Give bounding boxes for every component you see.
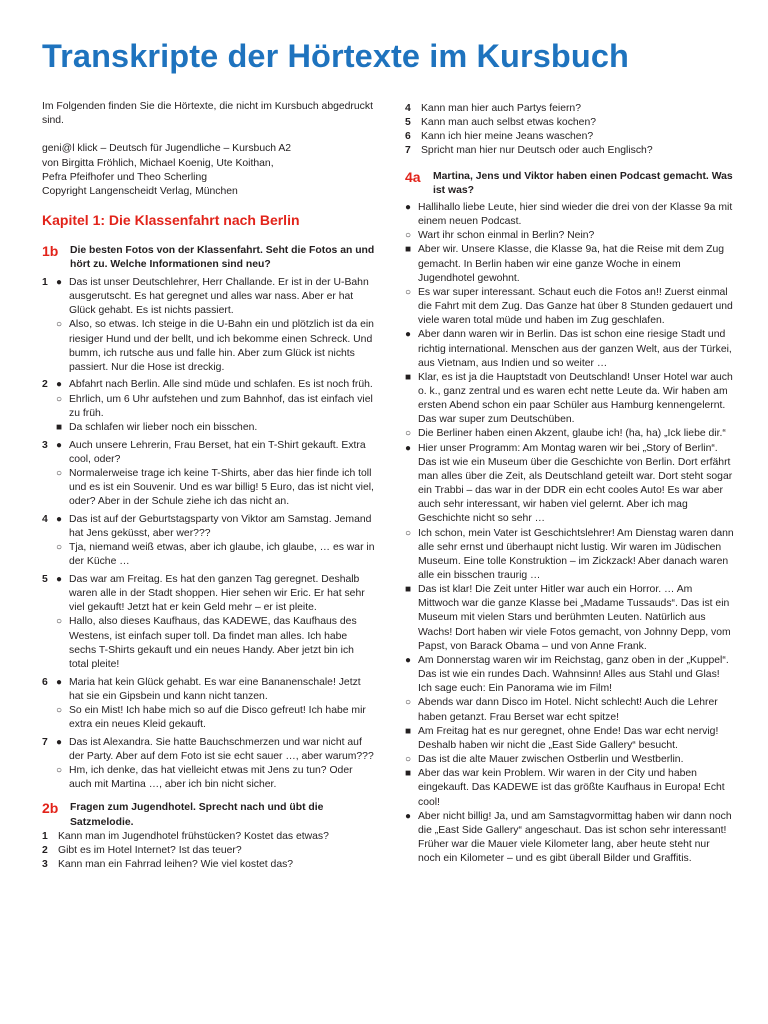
task-instruction: Die besten Fotos von der Klassenfahrt. Seht die Fotos an und hört zu. Welche Informationen sind neu? [70,245,375,271]
filled-circle-icon [405,328,418,370]
open-circle-icon [405,427,418,441]
dialogue-item [42,573,376,672]
dialogue-body [56,513,376,570]
chapter-title: Kapitel 1: Die Klassenfahrt nach Berlin [42,212,300,229]
book-line: geni@l klick – Deutsch für Jugendliche – Kursbuch A2 [42,143,292,155]
dialogue-text: So ein Mist! Ich habe mich so auf die Disco gefreut! Ich habe mir extra ein neues Kleid gekauft. [69,704,366,731]
filled-circle-icon [405,442,418,527]
dialogue-line [56,764,376,792]
dialogue-text: Normalerweise trage ich keine T-Shirts, aber das hier finde ich toll und es ist ein Souvenir. Und es war billig! 5 Euro, das ist nicht viel, oder? Aber in der Schule ziehe ich das nicht an. [69,467,374,508]
task-4a-heading [405,169,735,198]
dialogue-line [405,229,735,243]
dialogue-number: 1 [42,276,48,288]
dialogue-line [405,654,735,696]
dialogue-line [56,439,376,467]
copyright-line: Copyright Langenscheidt Verlag, München [42,185,238,197]
dialogue-line [405,725,735,753]
dialogue-text: Hm, ich denke, das hat vielleicht etwas mit Jens zu tun? Oder auch mit Martina …, aber ich bin nicht sicher. [69,765,353,791]
dialogue-text: Es war super interessant. Schaut euch die Fotos an!! Zuerst einmal die Fahrt mit dem Zug. Das Ganze hat über 8 Stunden gedauert und viele waren total müde und haben im Zug geschlafen. [418,286,733,327]
dialogue-line [56,467,376,509]
dialogue-item [42,378,376,435]
dialogue-number: 5 [42,574,48,586]
dialogue-text: Das ist die alte Mauer zwischen Ostberlin und Westberlin. [418,754,684,766]
dialogue-line [56,704,376,732]
square-icon [405,371,418,428]
dialogue-line [56,676,376,704]
right-column [405,102,735,866]
left-column [42,100,376,872]
dialogue-text: Maria hat kein Glück gehabt. Es war eine Bananenschale! Jetzt hat sie ein Gipsbein und kann nicht tanzen. [69,676,361,702]
question-number: 7 [405,145,411,157]
question-item [405,144,735,158]
dialogue-text: Das ist Alexandra. Sie hatte Bauchschmerzen und war nicht auf der Party. Aber auf dem Foto ist sie echt sauer …, aber warum??? [69,736,374,762]
filled-circle-icon [405,654,418,696]
dialogue-item [42,276,376,375]
filled-circle-icon [56,439,69,467]
dialogue-text: Das ist auf der Geburtstagsparty von Viktor am Samstag. Jemand hat Jens geküsst, aber wer??? [69,513,372,540]
task-number: 1b [42,243,59,260]
question-number: 4 [405,103,411,114]
task-2b-heading [42,800,376,829]
dialogue-text: Das war am Freitag. Es hat den ganzen Tag geregnet. Deshalb waren alle in der Stadt shoppen. Hier sehen wir Eric. Er hat sehr viel gekauft! Jetzt hat er kein Geld mehr – er ist pleite. [69,574,365,614]
open-circle-icon [56,467,69,509]
question-number: 5 [405,117,411,129]
authors-line-1: von Birgitta Fröhlich, Michael Koenig, Ute Koithan, [42,157,274,169]
dialogue-text: Auch unsere Lehrerin, Frau Berset, hat ein T-Shirt gekauft. Extra cool, oder? [69,439,366,465]
dialogue-text: Hallihallo liebe Leute, hier sind wieder die drei von der Klasse 9a mit einem neuen Podcast. [418,201,733,228]
dialogue-text: Aber nicht billig! Ja, und am Samstagvormittag haben wir dann noch die „East Side Gallery“ angeschaut. Das ist schon sehr interessant! Früher war die Mauer viele Kilometer lang, aber heute steht nur noch ein Kilometer – und es gibt überall Bilder und Graffitis. [418,810,732,865]
dialogue-line [405,328,735,370]
dialogue-line [56,615,376,672]
question-text: Kann ich hier meine Jeans waschen? [421,131,594,143]
authors-line-2: Pefra Pfeifhofer und Theo Scherling [42,171,208,183]
dialogue-line [405,286,735,328]
question-number: 1 [42,830,48,842]
square-icon [56,421,69,435]
question-item [405,116,735,130]
filled-circle-icon [56,676,69,704]
dialogue-line [56,318,376,375]
intro [42,100,376,199]
dialogue-text: Tja, niemand weiß etwas, aber ich glaube, ich glaube, … es war in der Küche … [69,542,375,568]
dialogues-1b [42,276,376,792]
dialogue-line [56,276,376,318]
dialogue-text: Da schlafen wir lieber noch ein bisschen. [69,421,258,433]
dialogue-number: 2 [42,379,48,391]
dialogue-line [405,427,735,441]
dialogue-text: Das ist klar! Die Zeit unter Hitler war auch ein Horror. … Am Mittwoch war die ganze Klasse bei „Madame Tussauds“. Das ist ein Museum mit vielen Stars und berühmten Leuten. Natürlich aus Wachs! Dort haben wir viele Fotos gemacht, von Johnny Depp, vom Papst, von Barack Obama – und von Anne Frank. [418,584,731,652]
dialogue-line [56,513,376,541]
question-item [42,858,376,872]
filled-circle-icon [405,201,418,229]
dialogue-body [56,276,376,375]
open-circle-icon [405,286,418,328]
dialogue-number: 4 [42,513,48,525]
dialogue-line [56,421,376,435]
filled-circle-icon [56,276,69,318]
question-item [405,102,735,116]
dialogue-text: Hallo, also dieses Kaufhaus, das KADEWE, das Kaufhaus des Westens, ist einfach super toll. Da findet man alles. Ich habe sechs T-Shirts gekauft und ein neues Handy. Aber jetzt bin ich total pleite! [69,616,357,670]
dialogue-text: Abends war dann Disco im Hotel. Nicht schlecht! Auch die Lehrer haben getanzt. Frau Berset war echt spitze! [418,697,718,723]
dialogue-number: 7 [42,736,48,748]
question-text: Spricht man hier nur Deutsch oder auch Englisch? [421,145,653,157]
dialogue-line [405,442,735,527]
question-text: Kann man hier auch Partys feiern? [421,103,581,114]
dialogue-text: Hier unser Programm: Am Montag waren wir bei „Story of Berlin“. Das ist wie ein Museum über die Geschichte von Berlin. Dort erfährt man alles über die Zeit, als Deutschland geteilt war. Dort steht sogar ein Trabbi – das war in der DDR ein echt cooles Auto! Es war aber auch sehr interessant, wir haben viel gelernt. Aber ich mag Geschichte nicht so sehr … [418,442,733,525]
dialogue-line [405,767,735,809]
dialogue-text: Aber dann waren wir in Berlin. Das ist schon eine riesige Stadt und richtig international. Menschen aus der ganzen Welt, aus der Türkei, aus Vietnam, aus Indien und so weiter … [418,329,732,369]
dialogue-number: 3 [42,439,48,451]
dialogue-line [405,583,735,654]
filled-circle-icon [405,810,418,867]
dialogue-text: Abfahrt nach Berlin. Alle sind müde und schlafen. Es ist noch früh. [69,379,373,391]
dialogue-text: Klar, es ist ja die Hauptstadt von Deutschland! Unser Hotel war auch o. k., ganz zentral und es waren echt nette Leute da. Wir haben am ersten Abend schon ein paar Schüler aus Hamburg kennengelernt. Das war super zum Deutschüben. [418,371,733,426]
dialogue-number: 6 [42,676,48,688]
square-icon [405,583,418,654]
dialogue-item [42,736,376,793]
dialogue-text: Wart ihr schon einmal in Berlin? Nein? [418,230,595,242]
page-title: Transkripte der Hörtexte im Kursbuch [42,38,629,74]
open-circle-icon [56,615,69,672]
dialogue-text: Am Freitag hat es nur geregnet, ohne Ende! Das war echt nervig! Deshalb haben wir nicht die „East Side Gallery“ besucht. [418,725,719,751]
open-circle-icon [405,229,418,243]
dialogue-text: Das ist unser Deutschlehrer, Herr Challande. Er ist in der U-Bahn ausgerutscht. Es hat geregnet und alles war nass. Aber er hat Glück gehabt. Es ist nichts passiert. [69,276,369,317]
dialogue-body [56,439,376,510]
open-circle-icon [405,527,418,584]
dialogue-line [405,696,735,724]
dialogue-line [56,736,376,764]
task-instruction: Fragen zum Jugendhotel. Sprecht nach und übt die Satzmelodie. [70,802,324,828]
filled-circle-icon [56,573,69,615]
dialogue-text: Aber wir. Unsere Klasse, die Klasse 9a, hat die Reise mit dem Zug gemacht. In Berlin haben wir eine ganze Woche in einem Jugendhotel gewohnt. [418,244,725,284]
dialogue-line [56,541,376,569]
dialogue-line [56,393,376,421]
dialogue-body [56,573,376,672]
open-circle-icon [56,764,69,792]
filled-circle-icon [56,513,69,541]
question-item [42,830,376,844]
dialogue-text: Also, so etwas. Ich steige in die U-Bahn ein und plötzlich ist da ein riesiger Hund und der bellt, und ich bekomme einen Schreck. Und bumm, ich rutsche aus und falle hin. Aber zum Glück ist nichts passiert. Nur die Hose ist dreckig. [69,319,374,373]
square-icon [405,725,418,753]
dialogue-line [405,810,735,867]
open-circle-icon [56,704,69,732]
dialogue-body [56,736,376,793]
dialogue-text: Am Donnerstag waren wir im Reichstag, ganz oben in der „Kuppel“. Das ist wie ein rundes Dach. Wahnsinn! Alles aus Stahl und Glas! Ich sage euch: Ein Panorama wie im Film! [418,654,729,695]
dialogue-line [56,573,376,615]
dialogue-4a [405,201,735,866]
questions-2b-part1 [42,830,376,872]
question-number: 6 [405,131,411,143]
question-number: 3 [42,858,48,870]
question-number: 2 [42,844,48,856]
dialogue-text: Die Berliner haben einen Akzent, glaube ich! (ha, ha) „Ick liebe dir.“ [418,428,726,440]
question-item [405,130,735,144]
open-circle-icon [405,753,418,767]
open-circle-icon [56,541,69,569]
question-item [42,844,376,858]
dialogue-item [42,439,376,510]
square-icon [405,243,418,285]
square-icon [405,767,418,809]
filled-circle-icon [56,378,69,392]
question-text: Gibt es im Hotel Internet? Ist das teuer? [58,844,242,856]
dialogue-item [42,676,376,733]
dialogue-line [405,243,735,285]
question-text: Kann man im Jugendhotel frühstücken? Kostet das etwas? [58,830,329,842]
intro-text: Im Folgenden finden Sie die Hörtexte, die nicht im Kursbuch abgedruckt sind. [42,101,373,127]
task-instruction: Martina, Jens und Viktor haben einen Podcast gemacht. Was ist was? [433,170,733,196]
open-circle-icon [56,393,69,421]
questions-2b-part2 [405,102,735,159]
dialogue-text: Ehrlich, um 6 Uhr aufstehen und zum Bahnhof, das ist einfach viel zu früh. [69,393,373,419]
task-1b-heading [42,243,376,272]
question-text: Kann man auch selbst etwas kochen? [421,117,597,129]
open-circle-icon [56,318,69,375]
open-circle-icon [405,696,418,724]
filled-circle-icon [56,736,69,764]
dialogue-line [405,371,735,428]
dialogue-line [405,527,735,584]
dialogue-body [56,676,376,733]
dialogue-text: Ich schon, mein Vater ist Geschichtslehrer! Am Dienstag waren dann alle sehr ernst und überhaupt nicht lustig. Wir waren im Jüdischen Museum. Eine tolle Konstruktion – im Zickzack! Aber danach waren alle ein bisschen traurig … [418,527,734,581]
dialogue-body [56,378,376,435]
task-number: 2b [42,800,59,817]
dialogue-line [405,753,735,767]
task-number: 4a [405,168,421,185]
question-text: Kann man ein Fahrrad leihen? Wie viel kostet das? [58,858,294,870]
dialogue-item [42,513,376,570]
dialogue-text: Aber das war kein Problem. Wir waren in der City und haben eingekauft. Das KADEWE ist das größte Kaufhaus in Europa! Echt cool! [418,768,725,808]
dialogue-line [405,201,735,229]
dialogue-line [56,378,376,392]
